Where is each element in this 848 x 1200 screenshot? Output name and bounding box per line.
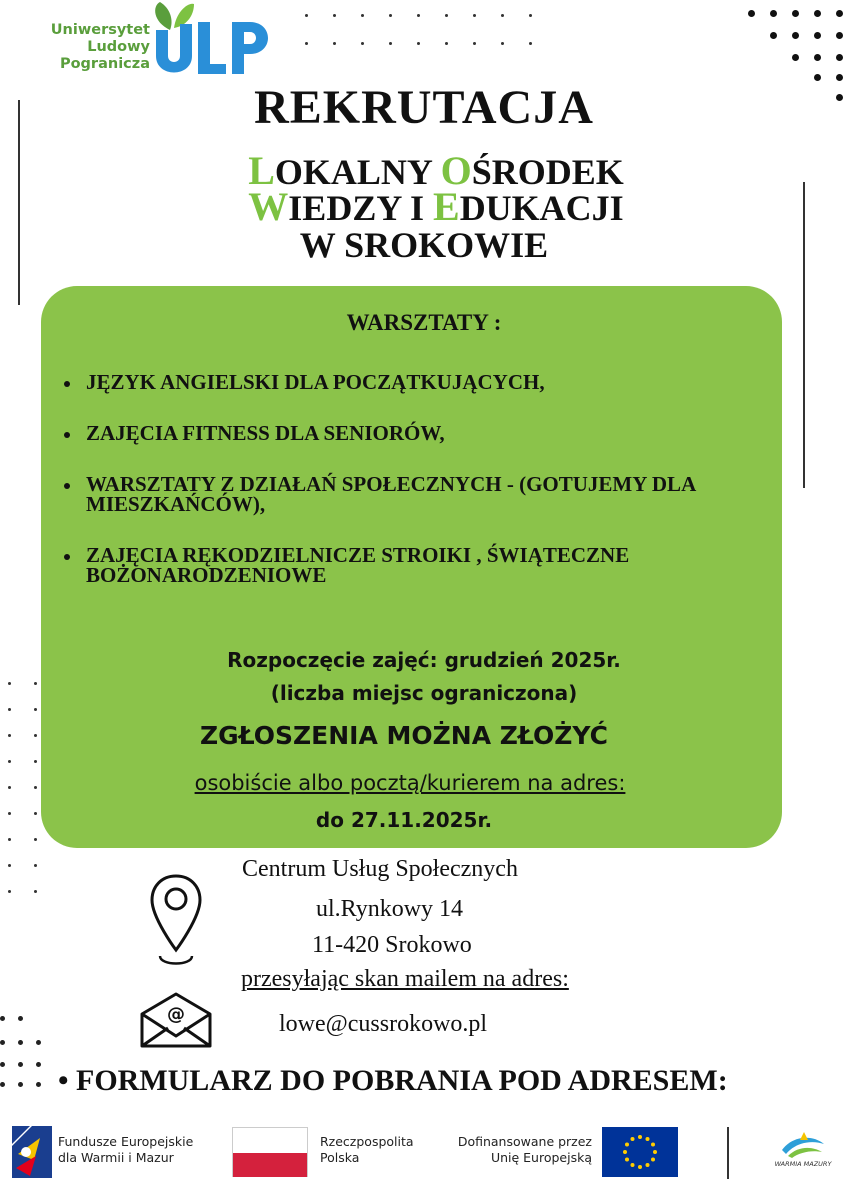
- svg-text:@: @: [167, 1004, 185, 1025]
- mail-note: przesyłając skan mailem na adres:: [241, 966, 569, 992]
- republic-poland-label: Rzeczpospolita Polska: [320, 1134, 414, 1165]
- start-date: Rozpoczęcie zajęć: grudzień 2025r.: [227, 648, 621, 672]
- european-funds-label: Fundusze Europejskie dla Warmii i Mazur: [58, 1134, 194, 1165]
- list-item: ZAJĘCIA FITNESS DLA SENIORÓW,: [62, 423, 772, 443]
- list-item: ZAJĘCIA RĘKODZIELNICZE STROIKI , ŚWIĄTECZNE BOŻONARODZENIOWE: [62, 545, 772, 585]
- email-link[interactable]: lowe@cussrokowo.pl: [279, 1011, 488, 1037]
- deadline: do 27.11.2025r.: [315, 808, 493, 832]
- polish-flag-icon: [232, 1127, 308, 1177]
- warmia-mazury-label: WARMIA MAZURY: [774, 1160, 832, 1168]
- subtitle-line-3: W SROKOWIE: [299, 225, 549, 265]
- footer-divider: [727, 1127, 729, 1179]
- european-funds-logo-icon: [10, 1124, 54, 1180]
- submission-method: osobiście albo pocztą/kurierem na adres:: [194, 771, 626, 795]
- eu-cofinanced-label: Dofinansowane przez Unię Europejską: [457, 1134, 592, 1165]
- subtitle-line-2: WIEDZY I EDUKACJI: [248, 184, 624, 229]
- limited-places: (liczba miejsc ograniczona): [270, 681, 578, 705]
- address-street: ul.Rynkowy 14: [316, 896, 464, 922]
- list-item: JĘZYK ANGIELSKI DLA POCZĄTKUJĄCYCH,: [62, 372, 772, 392]
- workshops-list: [62, 372, 772, 616]
- email-envelope-icon: [136, 990, 216, 1050]
- logo-line-2: Ludowy: [87, 39, 150, 55]
- logo-line-1: Uniwersytet: [50, 22, 150, 38]
- ulp-logo-icon: [148, 0, 273, 80]
- location-pin-icon: [148, 872, 204, 968]
- workshops-heading: WARSZTATY :: [346, 310, 502, 335]
- address-city: 11-420 Srokowo: [312, 932, 472, 958]
- eu-flag-icon: [602, 1127, 678, 1177]
- list-item: WARSZTATY Z DZIAŁAŃ SPOŁECZNYCH - (GOTUJEMY DLA MIESZKAŃCÓW),: [62, 474, 772, 514]
- applications-heading: ZGŁOSZENIA MOŻNA ZŁOŻYĆ: [199, 721, 608, 750]
- form-download-heading: • FORMULARZ DO POBRANIA POD ADRESEM:: [58, 1064, 728, 1097]
- warmia-mazury-logo-icon: [778, 1126, 828, 1160]
- logo-text: [50, 22, 150, 73]
- subtitle-line-1: LOKALNY OŚRODEK: [248, 148, 624, 193]
- address-name: Centrum Usług Społecznych: [242, 856, 518, 882]
- logo-line-3: Pogranicza: [59, 56, 150, 72]
- page-title: REKRUTACJA: [254, 81, 594, 134]
